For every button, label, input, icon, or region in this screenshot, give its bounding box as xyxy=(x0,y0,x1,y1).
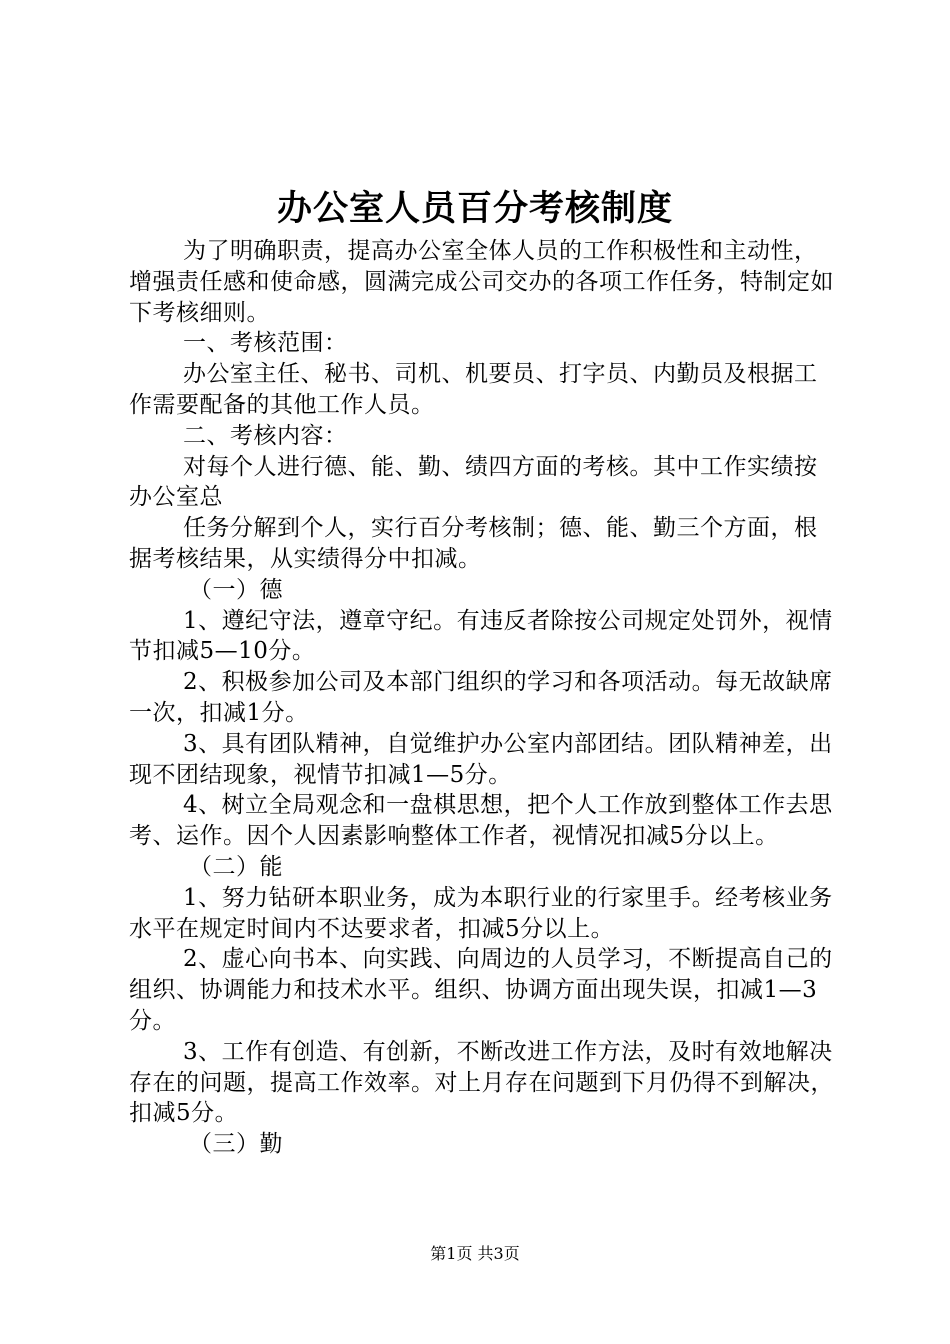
list-item: 2、积极参加公司及本部门组织的学习和各项活动。每无故缺席一次，扣减1分。 xyxy=(129,669,833,726)
paragraph-content-1: 对每个人进行德、能、勤、绩四方面的考核。其中工作实绩按办公室总 xyxy=(129,453,818,511)
list-item: 2、虚心向书本、向实践、向周边的人员学习，不断提高自己的组织、协调能力和技术水平。组织、协调方面出现失误，扣减1—3分。 xyxy=(129,946,833,1034)
list-item: 3、具有团队精神，自觉维护办公室内部团结。团队精神差，出现不团结现象，视情节扣减1—5分。 xyxy=(129,730,833,788)
paragraph-intro: 为了明确职责，提高办公室全体人员的工作积极性和主动性，增强责任感和使命感，圆满完成公司交办的各项工作任务，特制定如下考核细则。 xyxy=(129,238,834,326)
list-item: 4、树立全局观念和一盘棋思想，把个人工作放到整体工作去思考、运作。因个人因素影响整体工作者，视情况扣减5分以上。 xyxy=(129,792,833,850)
list-item: 1、遵纪守法，遵章守纪。有违反者除按公司规定处罚外，视情节扣减5—10分。 xyxy=(129,607,833,665)
subsection-heading-de: （一）德 xyxy=(189,576,283,603)
paragraph-content-2: 任务分解到个人，实行百分考核制；德、能、勤三个方面，根据考核结果，从实绩得分中扣减。 xyxy=(129,515,818,572)
paragraph-scope: 办公室主任、秘书、司机、机要员、打字员、内勤员及根据工作需要配备的其他工作人员。 xyxy=(129,361,818,418)
section-heading-content: 二、考核内容： xyxy=(183,422,348,449)
list-item: 3、工作有创造、有创新，不断改进工作方法，及时有效地解决存在的问题，提高工作效率。对上月存在问题到下月仍得不到解决，扣减5分。 xyxy=(129,1038,834,1127)
subsection-heading-qin: （三）勤 xyxy=(189,1131,283,1158)
section-heading-scope: 一、考核范围： xyxy=(183,330,348,357)
list-item: 1、努力钻研本职业务，成为本职行业的行家里手。经考核业务水平在规定时间内不达要求者，扣减5分以上。 xyxy=(129,884,833,942)
document-title: 办公室人员百分考核制度 xyxy=(276,189,673,229)
subsection-heading-neng: （二）能 xyxy=(189,853,283,880)
document-body xyxy=(129,236,837,1160)
page-footer: 第1页 共3页 xyxy=(430,1244,520,1263)
